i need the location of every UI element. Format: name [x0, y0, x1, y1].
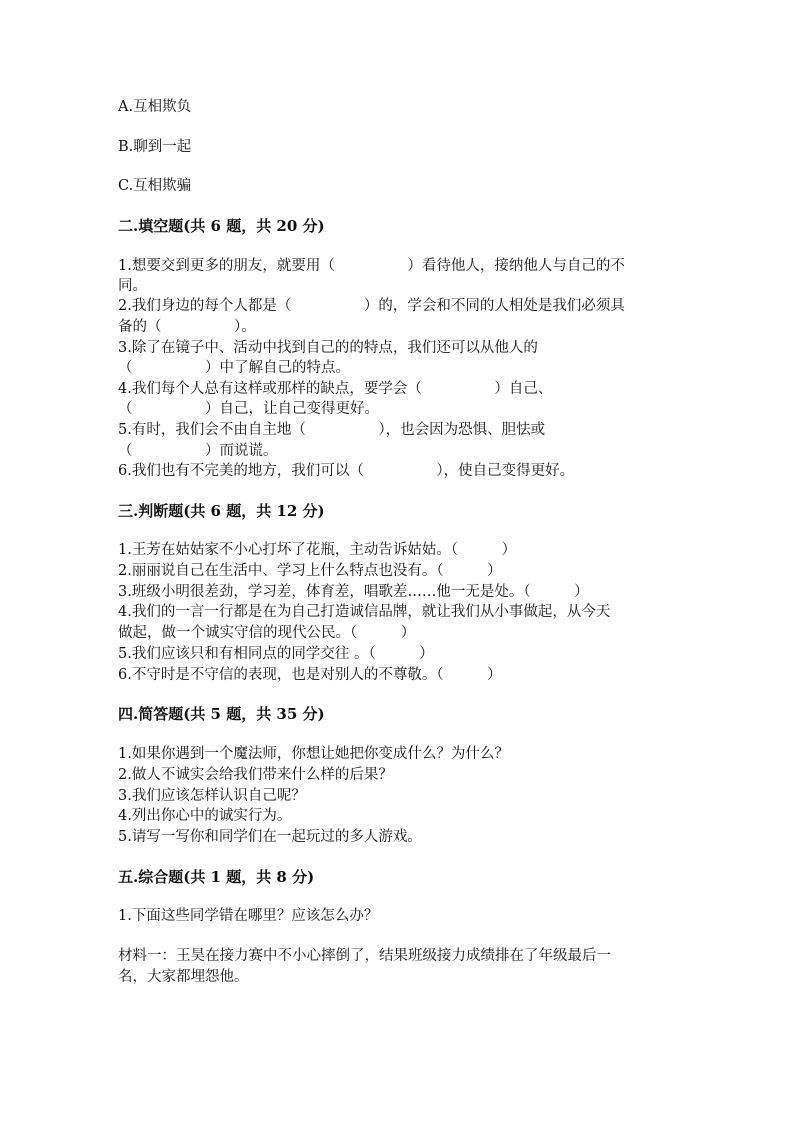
- question-line: 6.我们也有不完美的地方，我们可以（ ），使自己变得更好。: [118, 463, 575, 479]
- material-line: 名，大家都埋怨他。: [118, 969, 249, 985]
- question-line: 3.我们应该怎样认识自己呢？: [118, 788, 306, 804]
- question-line: 4.我们每个人总有这样或那样的缺点，要学会（ ）自己、: [118, 381, 553, 397]
- section-heading-fill-blank: 二.填空题(共 6 题，共 20 分): [118, 217, 325, 235]
- section-heading-judgment: 三.判断题(共 6 题，共 12 分): [118, 502, 325, 520]
- question-line: 1.王芳在姑姑家不小心打坏了花瓶，主动告诉姑姑。（ ）: [118, 542, 517, 558]
- option-c: C.互相欺骗: [118, 178, 192, 194]
- question-line: 同。: [118, 278, 147, 294]
- question-line: 6.不守时是不守信的表现，也是对别人的不尊敬。（ ）: [118, 667, 502, 683]
- question-line: 1.想要交到更多的朋友，就要用（ ）看待他人，接纳他人与自己的不: [118, 258, 625, 274]
- question-line: 做起，做一个诚实守信的现代公民。（ ）: [118, 625, 416, 641]
- question-line: 5.请写一写你和同学们在一起玩过的多人游戏。: [118, 829, 422, 845]
- question-line: 3.班级小明很差劲，学习差，体育差，唱歌差……他一无是处。（ ）: [118, 584, 589, 600]
- question-line: 2.我们身边的每个人都是（ ）的，学会和不同的人相处是我们必须具: [118, 298, 625, 314]
- question-line: （ ）而说谎。: [118, 443, 278, 459]
- question-line: 1.下面这些同学错在哪里？应该怎么办？: [118, 908, 379, 924]
- question-line: 5.我们应该只和有相同点的同学交往 。（ ）: [118, 646, 434, 662]
- option-b: B.聊到一起: [118, 139, 192, 155]
- section-heading-comprehensive: 五.综合题(共 1 题，共 8 分): [118, 868, 315, 886]
- question-line: 4.列出你心中的诚实行为。: [118, 808, 292, 824]
- question-line: 备的（ ）。: [118, 319, 256, 335]
- question-line: 2.做人不诚实会给我们带来什么样的后果？: [118, 767, 393, 783]
- option-a: A.互相欺负: [118, 99, 192, 115]
- section-heading-short-answer: 四.简答题(共 5 题，共 35 分): [118, 705, 325, 723]
- question-line: 2.丽丽说自己在生活中、学习上什么特点也没有。（ ）: [118, 563, 502, 579]
- material-line: 材料一：王昊在接力赛中不小心摔倒了，结果班级接力成绩排在了年级最后一: [118, 948, 611, 964]
- question-line: 3.除了在镜子中、活动中找到自己的的特点，我们还可以从他人的: [118, 340, 538, 356]
- question-line: （ ）中了解自己的特点。: [118, 360, 350, 376]
- question-line: 1.如果你遇到一个魔法师，你想让她把你变成什么？为什么？: [118, 746, 509, 762]
- question-line: （ ）自己，让自己变得更好。: [118, 401, 379, 417]
- question-line: 5.有时，我们会不由自主地（ ），也会因为恐惧、胆怯或: [118, 422, 546, 438]
- question-line: 4.我们的一言一行都是在为自己打造诚信品牌，就让我们从小事做起，从今天: [118, 604, 611, 620]
